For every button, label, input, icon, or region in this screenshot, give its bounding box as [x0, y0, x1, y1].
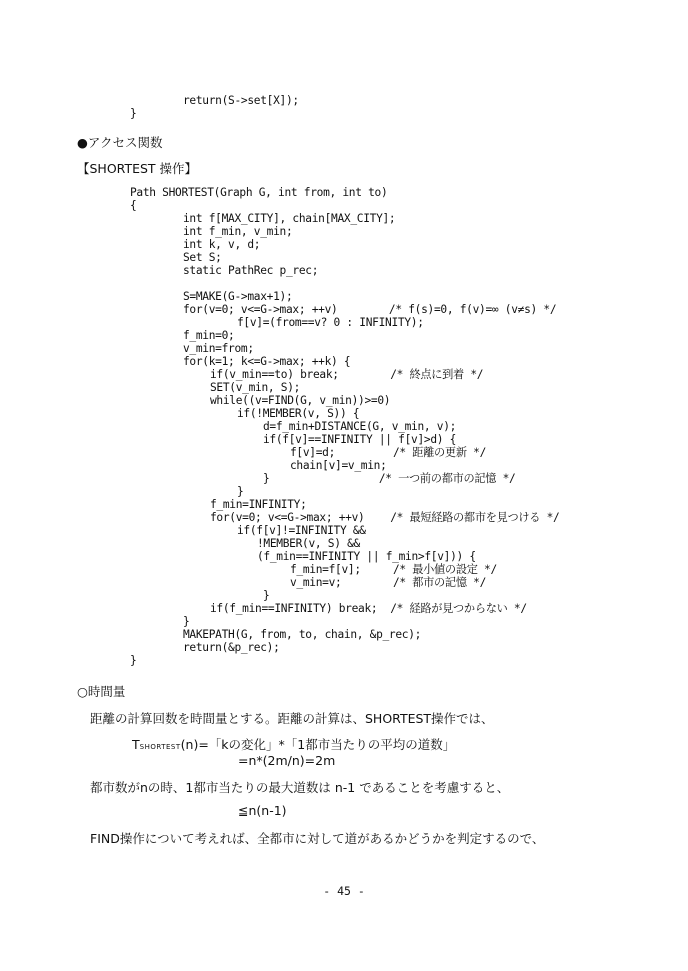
code-line: if(f_min==INFINITY) break; /* 経路が見つからない */ [210, 602, 527, 615]
code-line: f_min=INFINITY; [210, 498, 307, 511]
code-line: SET(v_min, S); [210, 381, 301, 394]
code-line: } [130, 654, 137, 667]
formula-t-rest: (n)=「kの変化」*「1都市当たりの平均の道数」 [180, 737, 456, 752]
code-line: int f_min, v_min; [183, 225, 293, 238]
code-line: if(!MEMBER(v, S)) { [237, 407, 360, 420]
paragraph-distance-count: 距離の計算回数を時間量とする。距離の計算は、SHORTEST操作では、 [90, 711, 494, 726]
code-line: MAKEPATH(G, from, to, chain, &p_rec); [183, 628, 422, 641]
formula-t-shortest [132, 735, 455, 753]
code-line: if(f[v]!=INFINITY && [237, 524, 366, 537]
code-line: d=f_min+DISTANCE(G, v_min, v); [263, 420, 457, 433]
code-line: f_min=f[v]; /* 最小値の設定 */ [290, 563, 497, 576]
code-line: f[v]=(from==v? 0 : INFINITY); [237, 316, 424, 329]
code-line: v_min=from; [183, 342, 254, 355]
code-line: for(k=1; k<=G->max; ++k) { [183, 355, 351, 368]
code-line: if(f[v]==INFINITY || f[v]>d) { [263, 433, 457, 446]
code-line: } [130, 107, 137, 120]
code-line: f_min=0; [183, 329, 235, 342]
section-heading-access: ●アクセス関数 [77, 135, 163, 150]
code-line: } /* 一つ前の都市の記憶 */ [263, 472, 516, 485]
code-line: return(&p_rec); [183, 641, 280, 654]
code-line: (f_min==INFINITY || f_min>f[v])) { [257, 550, 476, 563]
formula-subscript: SHORTEST [139, 743, 181, 751]
formula-2m: =n*(2m/n)=2m [238, 753, 336, 768]
code-line: v_min=v; /* 都市の記憶 */ [290, 576, 487, 589]
section-heading-shortest: 【SHORTEST 操作】 [77, 161, 198, 176]
code-line: { [130, 199, 137, 212]
page-number: - 45 - [323, 884, 365, 898]
formula-bound: ≦n(n-1) [238, 803, 287, 818]
code-line: for(v=0; v<=G->max; ++v) /* f(s)=0, f(v)=∞ (v≠s) */ [183, 303, 557, 316]
code-line: !MEMBER(v, S) && [257, 537, 360, 550]
paragraph-find-operation: FIND操作について考えれば、全都市に対して道があるかどうかを判定するので、 [90, 831, 545, 846]
code-line: S=MAKE(G->max+1); [183, 290, 293, 303]
code-line: Path SHORTEST(Graph G, int from, int to) [130, 186, 388, 199]
code-line: int f[MAX_CITY], chain[MAX_CITY]; [183, 212, 396, 225]
code-line: while((v=FIND(G, v_min))>=0) [210, 394, 391, 407]
paragraph-max-roads: 都市数がnの時、1都市当たりの最大道数は n-1 であることを考慮すると、 [90, 780, 510, 795]
code-line: } [237, 485, 244, 498]
code-line: } [263, 589, 270, 602]
code-line: if(v_min==to) break; /* 終点に到着 */ [210, 368, 484, 381]
formula-t-symbol: T [132, 737, 140, 752]
code-line: return(S->set[X]); [183, 94, 299, 107]
code-line: Set S; [183, 251, 222, 264]
code-line: } [183, 615, 190, 628]
code-line: chain[v]=v_min; [290, 459, 387, 472]
code-line: for(v=0; v<=G->max; ++v) /* 最短経路の都市を見つける */ [210, 511, 560, 524]
section-heading-time: ○時間量 [77, 684, 126, 699]
code-line: static PathRec p_rec; [183, 264, 319, 277]
code-line: int k, v, d; [183, 238, 261, 251]
code-line: f[v]=d; /* 距離の更新 */ [290, 446, 487, 459]
